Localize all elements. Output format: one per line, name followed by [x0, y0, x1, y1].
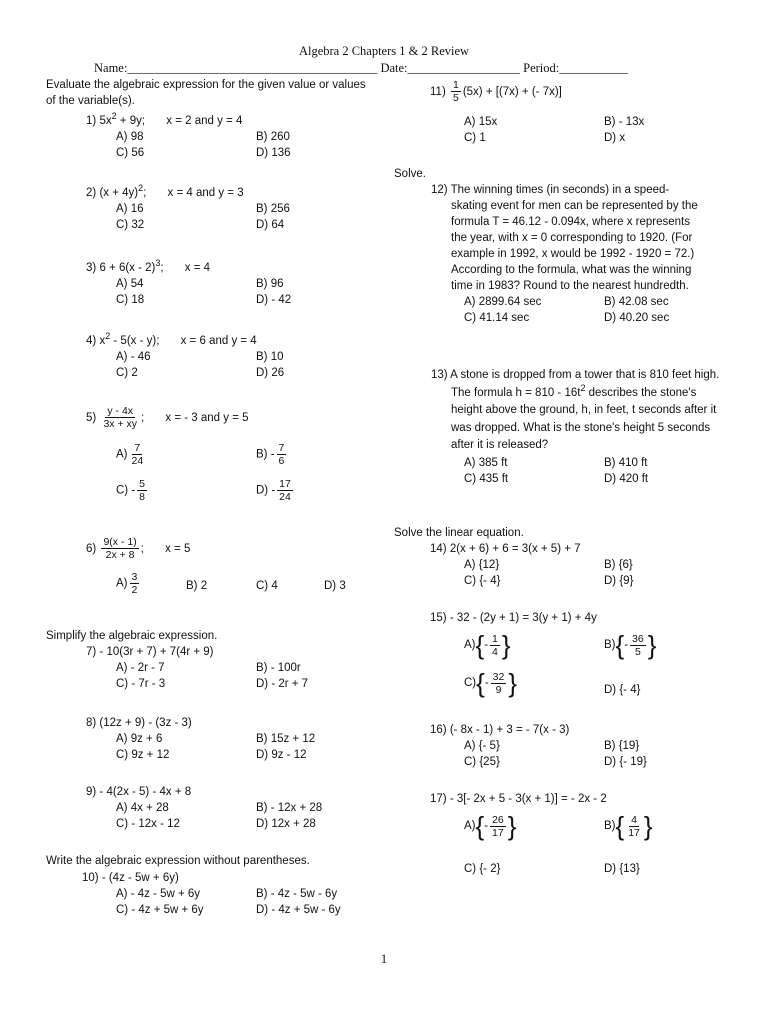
section-heading-simplify: Simplify the algebraic expression.: [46, 630, 218, 642]
choice-a: A) - 4z - 5w + 6y: [116, 888, 201, 900]
page-number: 1: [380, 952, 388, 966]
choice-c: C) 41.14 sec: [464, 312, 530, 324]
choice-c: C){- $\frac{32}{9}$ }: [464, 668, 518, 698]
choice-a: A) $\frac{7}{24}$: [116, 442, 144, 467]
choice-c: C) {- 2}: [464, 863, 501, 875]
choice-b: B) 410 ft: [604, 456, 648, 469]
question-8: [46, 715, 376, 761]
choice-d: D) - $\frac{17}{24}$: [256, 478, 291, 503]
choice-c: C) {25}: [464, 756, 500, 768]
choice-b: B) - $\frac{7}{6}$: [256, 442, 285, 467]
question-stem: 16) (- 8x - 1) + 3 = - 7(x - 3): [430, 724, 570, 736]
choice-a: A) 4x + 28: [116, 802, 169, 814]
question-6: [46, 535, 376, 596]
choice-a: A) $\frac{3}{2}$: [116, 571, 138, 596]
choice-c: C) - 7r - 3: [116, 678, 166, 690]
section-heading-parentheses: Write the algebraic expression without parentheses.: [46, 855, 310, 867]
choice-a: A) 9z + 6: [116, 733, 163, 745]
question-1: [46, 111, 376, 159]
choice-a: A) 2899.64 sec: [464, 296, 542, 308]
choice-d: D) {9}: [604, 575, 634, 587]
question-4: [46, 331, 376, 379]
choice-b: B) 256: [256, 203, 290, 215]
question-stem: 10) - (4z - 5w + 6y): [82, 872, 179, 884]
choice-d: D) 26: [256, 367, 285, 379]
section-heading-solve: Solve.: [394, 168, 426, 180]
choice-d: D) 3: [324, 580, 346, 592]
question-16: [394, 722, 724, 768]
choice-a: A) {12}: [464, 559, 500, 571]
question-stem: 4) $x^2 - 5(x - y)$; x = 6 and y = 4: [86, 331, 257, 347]
choice-b: B) 15z + 12: [256, 733, 316, 745]
question-stem: 3) 6 + 6(x - 2)$^3$; x = 4: [86, 258, 211, 274]
choice-a: A) 385 ft: [464, 456, 508, 469]
question-3: [46, 258, 376, 306]
expression-fraction: $\frac{1}{5}$: [452, 79, 459, 105]
question-stem: 12) The winning times (in seconds) in a speed-skating event for men can be represented by the formula T = 46.12 - 0.094x, where x represents the year, with x = 0 corresponding to 1920. (For example in 1992, x would be 1992 - 1920 = 72.) According to the formula, what was the winning time in 1983? Round to the nearest hundredth.: [431, 184, 698, 292]
choice-d: D) 40.20 sec: [604, 312, 670, 324]
question-stem: 1) $5x^2 + 9y$; x = 2 and y = 4: [86, 111, 243, 127]
question-stem: 17) - 3[- 2x + 5 - 3(x + 1)] = - 2x - 2: [430, 793, 607, 805]
expression-fraction: $\frac{y - 4x}{3x + xy}$: [103, 405, 137, 431]
question-stem: 8) (12z + 9) - (3z - 3): [86, 717, 192, 729]
question-5: [46, 404, 376, 503]
choice-d: D) 9z - 12: [256, 749, 307, 761]
question-11: [394, 78, 724, 144]
choice-b: B) - 4z - 5w - 6y: [256, 888, 338, 900]
choice-c: C) - 4z + 5w + 6y: [116, 904, 204, 916]
question-stem: 9) - 4(2x - 5) - 4x + 8: [86, 786, 192, 798]
choice-b: B){- $\frac{36}{5}$ }: [604, 630, 657, 660]
choice-d: D) {13}: [604, 863, 640, 875]
choice-b: B) {6}: [604, 559, 633, 571]
choice-a: A) 54: [116, 278, 144, 290]
question-stem: 6) $\frac{9(x - 1)}{2x + 8}$ ; x = 5: [86, 536, 191, 562]
choice-b: B){ $\frac{4}{17}$ }: [604, 811, 653, 841]
question-9: [46, 784, 376, 830]
choice-a: A){- $\frac{1}{4}$ }: [464, 630, 511, 660]
choice-d: D) - 2r + 7: [256, 678, 309, 690]
choice-c: C) - 12x - 12: [116, 818, 180, 830]
question-10: [46, 870, 376, 916]
name-date-period-line: Name:________________________________________ Date:__________________ Period:___________: [94, 61, 628, 75]
choice-c: C) 18: [116, 294, 145, 306]
choice-b: B) 10: [256, 351, 284, 363]
section-heading-linear: Solve the linear equation.: [394, 527, 524, 539]
question-2: [46, 183, 376, 231]
question-15: [394, 610, 724, 698]
question-7: [46, 644, 376, 690]
choice-d: D) - 4z + 5w - 6y: [256, 904, 341, 916]
choice-b: B) 2: [186, 580, 208, 592]
question-stem: 7) - 10(3r + 7) + 7(4r + 9): [86, 646, 214, 658]
question-stem: 13) A stone is dropped from a tower that is 810 feet high. The formula $h = 810 - 16t^2$ describes the stone's height above the ground, h, in feet, t seconds after it was dropped. What is the stone's height 5 seconds after it is released?: [431, 369, 720, 451]
choice-b: B) 260: [256, 131, 290, 143]
question-stem: 2) $(x + 4y)^2$; x = 4 and y = 3: [86, 183, 244, 199]
choice-c: C) 4: [256, 580, 278, 592]
choice-c: C) 9z + 12: [116, 749, 170, 761]
choice-a: A) - 46: [116, 351, 151, 363]
choice-b: B) 42.08 sec: [604, 296, 669, 308]
question-stem: 14) 2(x + 6) + 6 = 3(x + 5) + 7: [430, 543, 581, 555]
choice-a: A){- $\frac{26}{17}$ }: [464, 811, 517, 841]
choice-c: C) 32: [116, 219, 145, 231]
choice-a: A) - 2r - 7: [116, 662, 165, 674]
choice-c: C) - $\frac{5}{8}$: [116, 478, 146, 503]
question-stem: 5) $\frac{y - 4x}{3x + xy}$ ; x = - 3 and y = 5: [86, 405, 249, 431]
choice-d: D) {- 19}: [604, 756, 647, 768]
choice-b: B) - 12x + 28: [256, 802, 323, 814]
question-stem: 11) $\frac{1}{5}$ (5x) + [(7x) + (- 7x)]: [430, 79, 562, 105]
choice-d: D) {- 4}: [604, 684, 641, 696]
choice-c: C) 2: [116, 367, 138, 379]
choice-a: A) 15x: [464, 116, 498, 128]
choice-a: A) {- 5}: [464, 740, 500, 752]
choice-d: D) 12x + 28: [256, 818, 316, 830]
question-17: [394, 791, 724, 875]
choice-b: B) - 13x: [604, 116, 645, 128]
choice-d: D) 420 ft: [604, 472, 649, 485]
choice-c: C) 435 ft: [464, 472, 509, 485]
choice-c: C) 1: [464, 132, 486, 144]
expression-fraction: $\frac{9(x - 1)}{2x + 8}$: [103, 536, 137, 562]
choice-d: D) 64: [256, 219, 285, 231]
choice-b: B) 96: [256, 278, 284, 290]
choice-d: D) 136: [256, 147, 291, 159]
choice-a: A) 98: [116, 131, 144, 143]
question-14: [394, 541, 724, 587]
choice-a: A) 16: [116, 203, 144, 215]
choice-d: D) - 42: [256, 294, 292, 306]
choice-c: C) {- 4}: [464, 575, 501, 587]
page-title: Algebra 2 Chapters 1 & 2 Review: [298, 44, 470, 58]
choice-b: B) - 100r: [256, 662, 301, 674]
question-stem: 15) - 32 - (2y + 1) = 3(y + 1) + 4y: [430, 612, 597, 624]
section-heading-evaluate: Evaluate the algebraic expression for the given value or values of the variable(s).: [46, 79, 366, 107]
choice-b: B) {19}: [604, 740, 640, 752]
question-12: [394, 182, 724, 324]
question-13: [394, 367, 724, 485]
choice-c: C) 56: [116, 147, 145, 159]
choice-d: D) x: [604, 132, 626, 144]
